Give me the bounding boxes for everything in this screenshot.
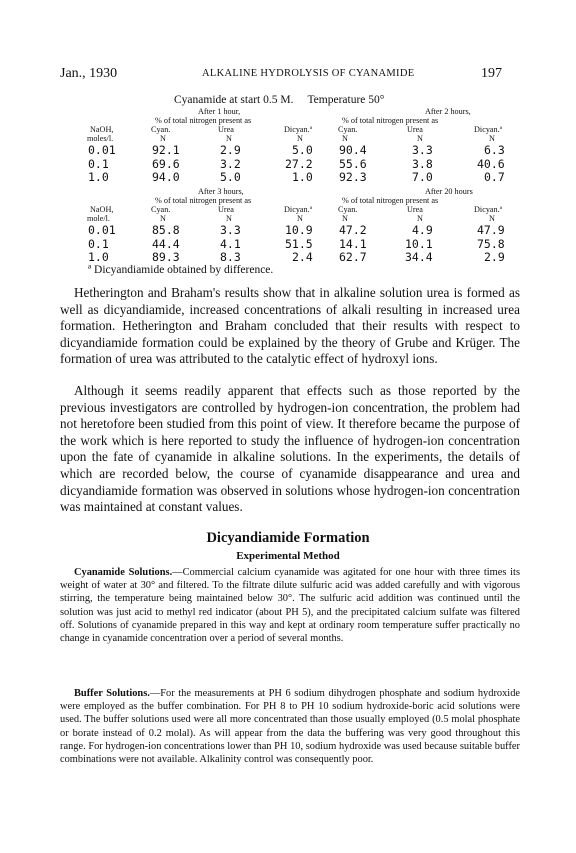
body-paragraph (60, 285, 520, 368)
paragraph-text: Although it seems readily apparent that effects such as those reported by the previous investigators are controlled by hydrogen-ion concentration, the problem had not heretofore been studied from this point of view. It therefore became the purpose of the work which is here reported to study the influence of hydrogen-ion concentration upon the fate of cyanamide in alkaline solutions. In the experiments, the details of which are recorded below, the course of cyanamide disappearance and urea and dicyandiamide formation was observed in solutions whose hydrogen-ion concentration was maintained at constant values. (60, 383, 520, 515)
cell: 5.0 (220, 170, 241, 184)
body-paragraph (60, 383, 520, 516)
cell: 62.7 (339, 250, 367, 264)
running-head-date: Jan., 1930 (60, 66, 118, 81)
unit-label: N (297, 134, 303, 143)
col-header: Dicyan.ª (474, 125, 502, 134)
cell: 6.3 (484, 143, 505, 157)
unit-label: N (417, 134, 423, 143)
unit-label: N (226, 214, 232, 223)
cell: 2.4 (292, 250, 313, 264)
col-header: Cyan. (338, 205, 358, 214)
unit-label: N (489, 134, 495, 143)
cell: 40.6 (477, 156, 505, 171)
cell-naoh: 1.0 (88, 170, 109, 184)
table-row (60, 144, 520, 158)
cell: 3.3 (220, 223, 241, 237)
cell: 55.6 (339, 156, 367, 171)
cell: 5.0 (292, 143, 313, 157)
cell: 47.9 (477, 223, 505, 237)
cell: 14.1 (339, 236, 367, 251)
unit-label: N (160, 214, 166, 223)
col-header: Dicyan.ª (284, 205, 312, 214)
cell: 51.5 (285, 236, 313, 251)
unit-label: N (489, 214, 495, 223)
method-paragraph (60, 687, 520, 766)
table-caption (174, 94, 384, 106)
col-header: Dicyan.ª (474, 205, 502, 214)
subhead-left: % of total nitrogen present as (155, 196, 252, 205)
method-paragraph (60, 566, 520, 645)
cell: 44.4 (152, 236, 180, 251)
unit-label: N (342, 214, 348, 223)
cell: 4.9 (412, 223, 433, 237)
section-heading: Dicyandiamide Formation (206, 530, 370, 546)
caption-concentration: Cyanamide at start 0.5 M. (174, 94, 294, 106)
cell: 3.3 (412, 143, 433, 157)
cell-naoh: 0.01 (88, 223, 116, 237)
unit-label: N (342, 134, 348, 143)
table-row (60, 158, 520, 172)
paragraph-text: Hetherington and Braham's results show that in alkaline solution urea is formed as well as dicyandiamide, increased concentrations of alkali resulting in increased urea formation. Hetherington and Braham concluded that their results with respect to dicyandiamide formation could be explained by the theory of Grube and Krüger. The formation of urea was attributed to the catalytic effect of hydroxyl ions. (60, 285, 520, 367)
row-header-unit: moles/l. (87, 134, 114, 143)
cell: 27.2 (285, 156, 313, 171)
cell: 89.3 (152, 250, 180, 264)
time-label-right: After 20 hours (425, 187, 473, 196)
cell: 4.1 (220, 236, 241, 251)
table-row (60, 251, 520, 265)
run-in-heading: Buffer Solutions. (74, 688, 150, 699)
cell: 0.7 (484, 170, 505, 184)
col-header: Cyan. (151, 125, 171, 134)
table-row (60, 238, 520, 252)
paragraph-text: —For the measurements at PH 6 sodium dihydrogen phosphate and sodium hydroxide were employed as the buffer combination. For PH 8 to PH 10 sodium hydroxide-boric acid solutions were used. The buffer solutions used were all more concentrated than those usually employed (0.5 molal phosphate or borate instead of 0.2 molal). As will appear from the data the buffering was very good throughout this range. For hydrogen-ion concentrations lower than PH 10, sodium hydroxide was used because suitable buffer combinations were not available. Alkalinity control was consequently poor. (60, 688, 520, 766)
cell: 3.2 (220, 156, 241, 171)
row-header-unit: mole/l. (87, 214, 110, 223)
subhead-right: % of total nitrogen present as (342, 196, 439, 205)
unit-label: N (417, 214, 423, 223)
table-row (60, 224, 520, 238)
cell: 94.0 (152, 170, 180, 184)
cell: 3.8 (412, 156, 433, 171)
cell: 75.8 (477, 236, 505, 251)
cell: 85.8 (152, 223, 180, 237)
run-in-heading: Cyanamide Solutions. (74, 567, 173, 578)
row-header-naoh: NaOH, (90, 125, 114, 134)
unit-label: N (160, 134, 166, 143)
subhead-right: % of total nitrogen present as (342, 116, 439, 125)
cell: 7.0 (412, 170, 433, 184)
running-head-title: ALKALINE HYDROLYSIS OF CYANAMIDE (202, 68, 415, 79)
cell: 8.3 (220, 250, 241, 264)
paragraph-text: —Commercial calcium cyanamide was agitated for one hour with three times its weight of water at 30° and filtered. To the filtrate dilute sulfuric acid was added carefully and with vigorous stirring, the temperature being maintained below 30°. The sulfuric acid addition was continued until the solution was just acid to methyl red indicator (about PH 5), and the precipitated calcium sulfate was filtered off. Solutions of cyanamide prepared in this way and kept at ordinary room temperature suffer practically no change in cyanamide concentration over a period of several months. (60, 567, 520, 645)
cell: 10.9 (285, 223, 313, 237)
data-table-block-1 (60, 107, 520, 185)
cell: 90.4 (339, 143, 367, 157)
cell-naoh: 1.0 (88, 250, 109, 264)
table-footnote: ª Dicyandiamide obtained by difference. (88, 264, 274, 276)
col-header: Urea (407, 125, 423, 134)
col-header: Urea (407, 205, 423, 214)
cell: 2.9 (484, 250, 505, 264)
caption-temperature: Temperature 50° (307, 94, 385, 106)
col-header: Urea (218, 125, 234, 134)
col-header: Dicyan.ª (284, 125, 312, 134)
cell: 34.4 (405, 250, 433, 264)
cell: 1.0 (292, 170, 313, 184)
col-header: Urea (218, 205, 234, 214)
col-header: Cyan. (338, 125, 358, 134)
cell-naoh: 0.01 (88, 143, 116, 157)
cell-naoh: 0.1 (88, 236, 109, 251)
data-table-block-2 (60, 187, 520, 265)
cell: 10.1 (405, 236, 433, 251)
page-number: 197 (481, 66, 502, 81)
cell: 2.9 (220, 143, 241, 157)
col-header: Cyan. (151, 205, 171, 214)
row-header-naoh: NaOH, (90, 205, 114, 214)
cell-naoh: 0.1 (88, 156, 109, 171)
subhead-left: % of total nitrogen present as (155, 116, 252, 125)
unit-label: N (297, 214, 303, 223)
cell: 92.1 (152, 143, 180, 157)
time-label-left: After 1 hour, (198, 107, 241, 116)
cell: 92.3 (339, 170, 367, 184)
cell: 69.6 (152, 156, 180, 171)
cell: 47.2 (339, 223, 367, 237)
unit-label: N (226, 134, 232, 143)
time-label-left: After 3 hours, (198, 187, 244, 196)
subsection-heading: Experimental Method (236, 550, 340, 562)
time-label-right: After 2 hours, (425, 107, 471, 116)
table-row (60, 171, 520, 185)
